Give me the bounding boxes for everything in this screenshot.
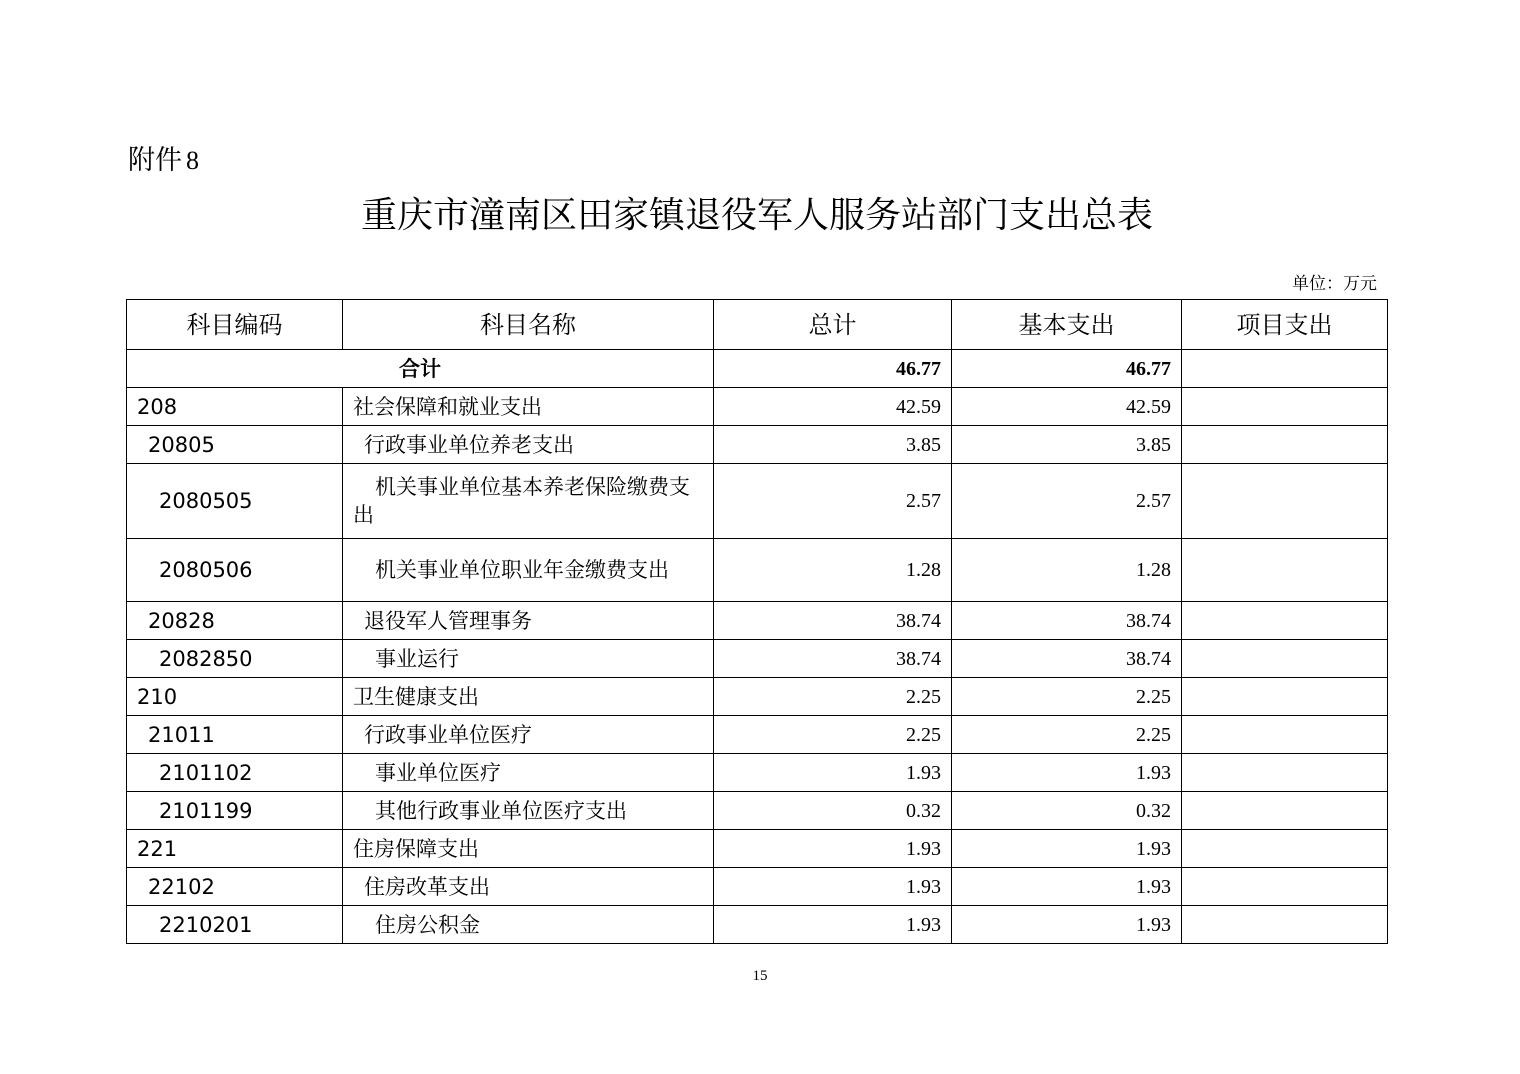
table-row [127, 640, 1388, 678]
row-code: 22102 [127, 868, 343, 906]
table-row [127, 426, 1388, 464]
row-name: 事业运行 [343, 640, 714, 678]
total-basic: 46.77 [952, 350, 1182, 388]
row-name: 卫生健康支出 [343, 678, 714, 716]
row-project [1182, 539, 1388, 602]
row-name: 机关事业单位基本养老保险缴费支出 [343, 464, 714, 539]
row-project [1182, 426, 1388, 464]
row-project [1182, 640, 1388, 678]
table-total-row [127, 350, 1388, 388]
table-row [127, 388, 1388, 426]
row-project [1182, 830, 1388, 868]
total-label: 合计 [127, 350, 714, 388]
row-total: 2.25 [714, 716, 952, 754]
row-name: 机关事业单位职业年金缴费支出 [343, 539, 714, 602]
row-code: 208 [127, 388, 343, 426]
row-basic: 1.93 [952, 754, 1182, 792]
row-basic: 2.57 [952, 464, 1182, 539]
total-amount: 46.77 [714, 350, 952, 388]
row-name: 事业单位医疗 [343, 754, 714, 792]
row-project [1182, 464, 1388, 539]
row-code: 221 [127, 830, 343, 868]
table-row [127, 716, 1388, 754]
header-name: 科目名称 [343, 300, 714, 350]
row-code: 21011 [127, 716, 343, 754]
header-code: 科目编码 [127, 300, 343, 350]
row-project [1182, 754, 1388, 792]
table-row [127, 754, 1388, 792]
row-total: 0.32 [714, 792, 952, 830]
expenditure-table [126, 299, 1388, 944]
row-project [1182, 388, 1388, 426]
row-total: 38.74 [714, 640, 952, 678]
table-header-row [127, 300, 1388, 350]
row-basic: 38.74 [952, 640, 1182, 678]
row-name: 行政事业单位医疗 [343, 716, 714, 754]
row-project [1182, 906, 1388, 944]
row-total: 42.59 [714, 388, 952, 426]
row-total: 1.93 [714, 754, 952, 792]
row-project [1182, 792, 1388, 830]
table-row [127, 906, 1388, 944]
row-total: 3.85 [714, 426, 952, 464]
row-project [1182, 868, 1388, 906]
row-basic: 1.93 [952, 906, 1182, 944]
row-basic: 0.32 [952, 792, 1182, 830]
attachment-text: 附件 [128, 145, 182, 176]
row-basic: 1.28 [952, 539, 1182, 602]
row-name: 住房改革支出 [343, 868, 714, 906]
table-row [127, 678, 1388, 716]
row-code: 20828 [127, 602, 343, 640]
row-name: 社会保障和就业支出 [343, 388, 714, 426]
row-code: 20805 [127, 426, 343, 464]
row-code: 2080506 [127, 539, 343, 602]
row-basic: 1.93 [952, 830, 1182, 868]
row-project [1182, 716, 1388, 754]
row-project [1182, 602, 1388, 640]
row-basic: 3.85 [952, 426, 1182, 464]
row-total: 1.93 [714, 830, 952, 868]
attachment-label [128, 143, 199, 179]
header-basic: 基本支出 [952, 300, 1182, 350]
page-number: 15 [752, 968, 768, 984]
document-title: 重庆市潼南区田家镇退役军人服务站部门支出总表 [360, 195, 1153, 236]
row-total: 2.57 [714, 464, 952, 539]
row-name: 住房公积金 [343, 906, 714, 944]
row-name: 行政事业单位养老支出 [343, 426, 714, 464]
table-row [127, 830, 1388, 868]
row-code: 2101199 [127, 792, 343, 830]
row-basic: 42.59 [952, 388, 1182, 426]
table-row [127, 602, 1388, 640]
row-code: 210 [127, 678, 343, 716]
row-basic: 1.93 [952, 868, 1182, 906]
table-row [127, 792, 1388, 830]
row-name: 退役军人管理事务 [343, 602, 714, 640]
total-project [1182, 350, 1388, 388]
header-total: 总计 [714, 300, 952, 350]
table-row [127, 539, 1388, 602]
unit-label: 单位：万元 [1292, 274, 1377, 294]
row-total: 1.28 [714, 539, 952, 602]
row-basic: 2.25 [952, 716, 1182, 754]
row-basic: 38.74 [952, 602, 1182, 640]
row-name: 其他行政事业单位医疗支出 [343, 792, 714, 830]
row-total: 2.25 [714, 678, 952, 716]
row-total: 1.93 [714, 906, 952, 944]
row-code: 2210201 [127, 906, 343, 944]
row-total: 1.93 [714, 868, 952, 906]
table-row [127, 464, 1388, 539]
row-code: 2080505 [127, 464, 343, 539]
table-row [127, 868, 1388, 906]
header-project: 项目支出 [1182, 300, 1388, 350]
attachment-number: 8 [186, 146, 199, 175]
row-code: 2101102 [127, 754, 343, 792]
row-name: 住房保障支出 [343, 830, 714, 868]
row-project [1182, 678, 1388, 716]
row-basic: 2.25 [952, 678, 1182, 716]
row-code: 2082850 [127, 640, 343, 678]
row-total: 38.74 [714, 602, 952, 640]
